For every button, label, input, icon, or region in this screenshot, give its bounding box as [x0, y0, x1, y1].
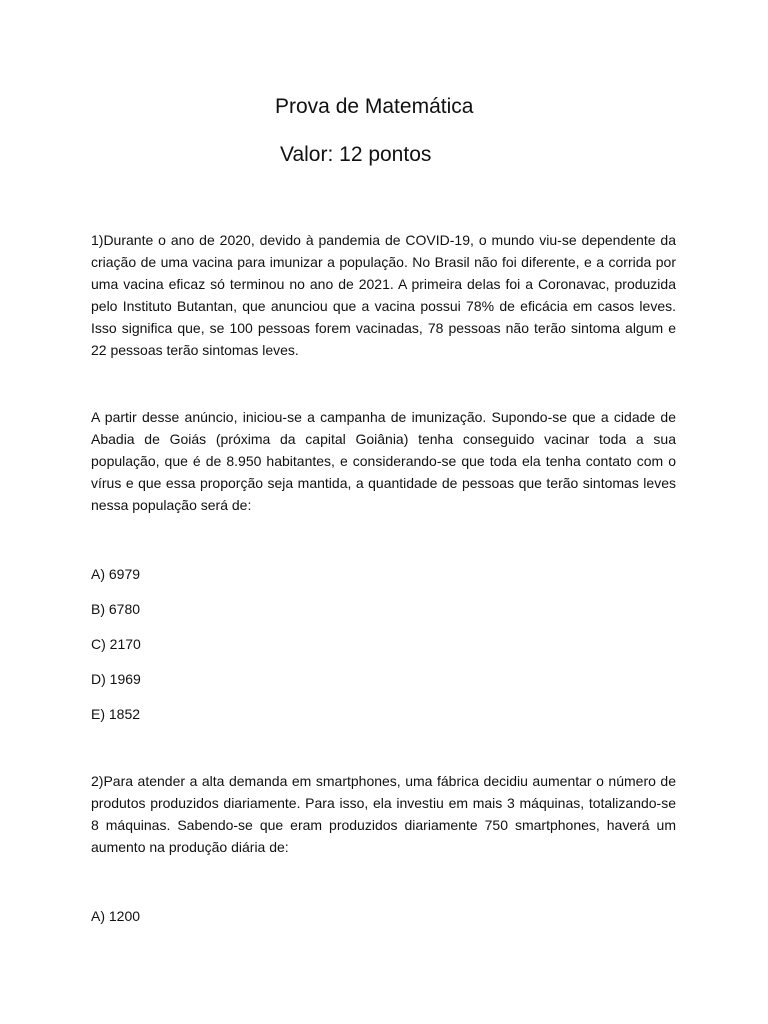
- question-1-context: A partir desse anúncio, iniciou-se a campanha de imunização. Supondo-se que a cidade de Abadia de Goiás (próxima da capital Goiânia) tenha conseguido vacinar toda a sua população, que é de 8.950 habitantes, e considerando-se que toda ela tenha contato com o vírus e que essa proporção seja mantida, a quantidade de pessoas que terão sintomas leves nessa população será de:: [91, 409, 676, 513]
- question-1-option-c: C) 2170: [91, 636, 141, 652]
- question-1-option-a: A) 6979: [91, 566, 141, 582]
- question-1-text: 1)Durante o ano de 2020, devido à pandemia de COVID-19, o mundo viu-se dependente da criação de uma vacina para imunizar a população. No Brasil não foi diferente, e a corrida por uma vacina eficaz só terminou no ano de 2021. A primeira delas foi a Coronavac, produzida pelo Instituto Butantan, que anunciou que a vacina possui 78% de eficácia em casos leves. Isso significa que, se 100 pessoas forem vacinadas, 78 pessoas não terão sintoma algum e 22 pessoas terão sintomas leves.: [91, 232, 676, 358]
- question-1-option-e: E) 1852: [91, 706, 141, 722]
- question-1-option-b: B) 6780: [91, 601, 141, 617]
- exam-value: Valor: 12 pontos: [280, 143, 432, 166]
- page-title: Prova de Matemática: [275, 95, 474, 118]
- question-2-text: 2)Para atender a alta demanda em smartphones, uma fábrica decidiu aumentar o número de produtos produzidos diariamente. Para isso, ela investiu em mais 3 máquinas, totalizando-se 8 máquinas. Sabendo-se que eram produzidos diariamente 750 smartphones, haverá um aumento na produção diária de:: [91, 773, 676, 855]
- question-1-option-d: D) 1969: [91, 671, 141, 687]
- question-2-option-a: A) 1200: [91, 908, 141, 924]
